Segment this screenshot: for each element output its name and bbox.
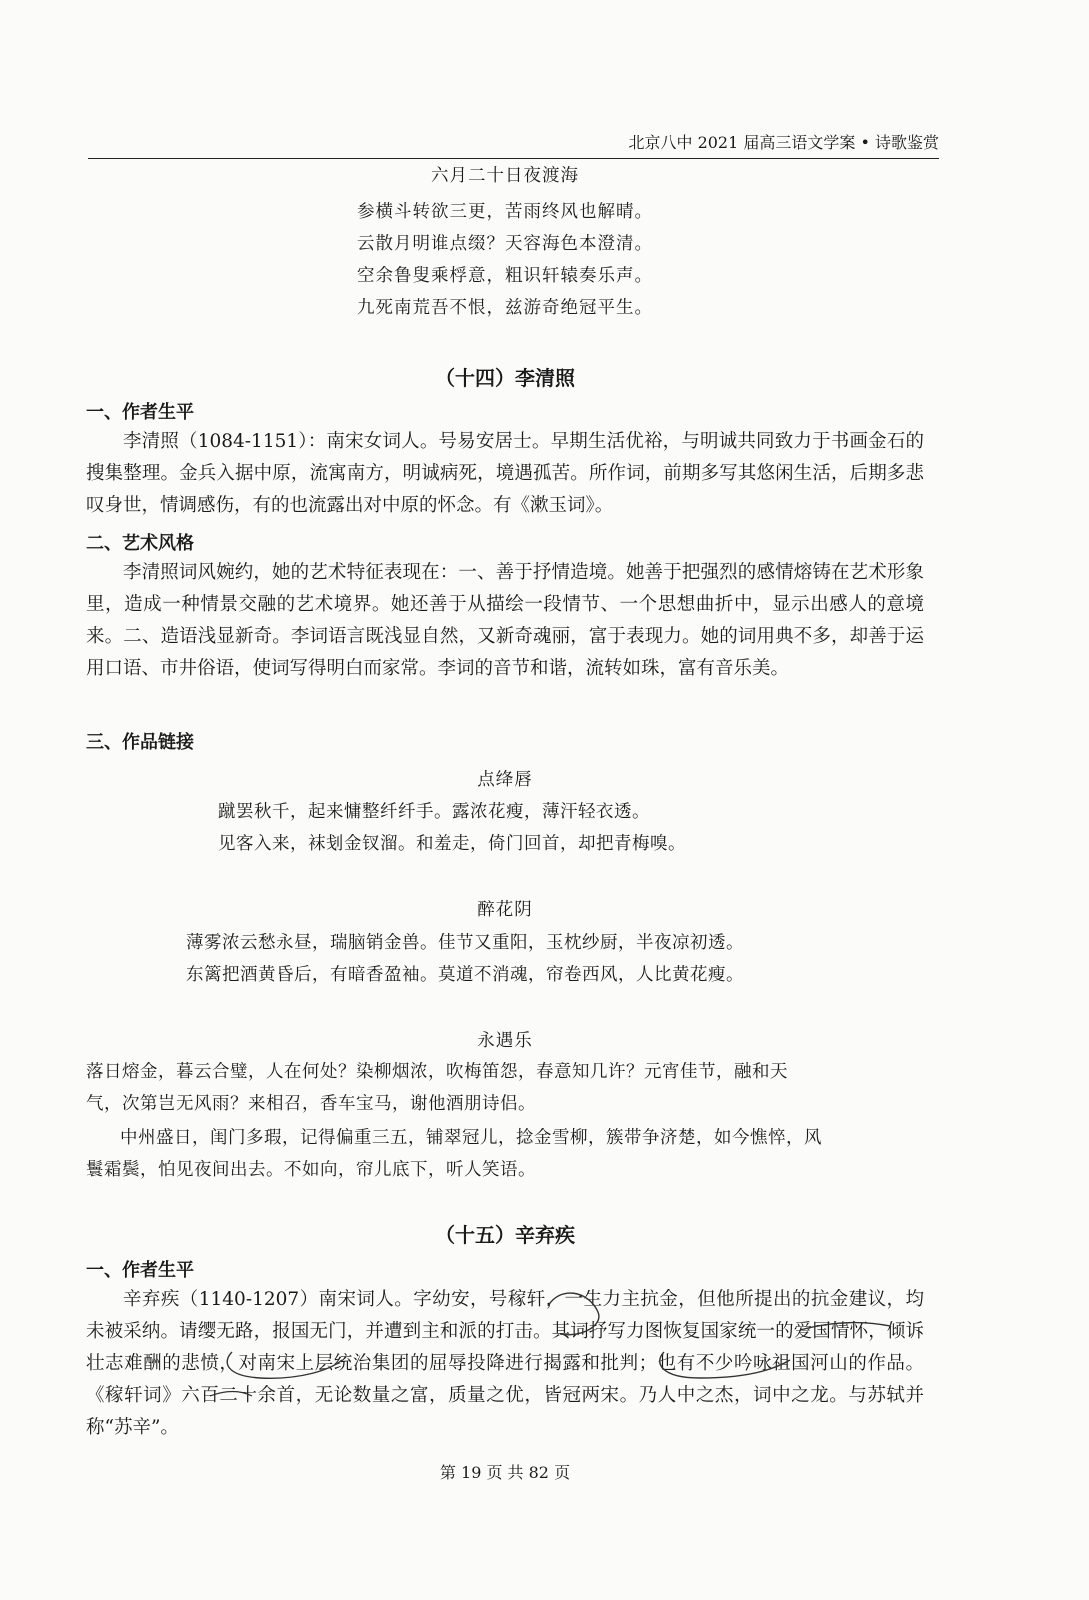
poem-line: 薄雾浓云愁永昼，瑞脑销金兽。佳节又重阳，玉枕纱厨，半夜凉初透。 <box>186 933 744 953</box>
poem-title: 点绛唇 <box>477 770 533 790</box>
poem-line: 九死南荒吾不恨，兹游奇绝冠平生。 <box>357 298 653 318</box>
section-title: （十五）辛弃疾 <box>435 1223 575 1247</box>
poem-title: 醉花阴 <box>477 900 533 920</box>
poem-line: 云散月明谁点缀？天容海色本澄清。 <box>357 234 653 254</box>
poem-line: 落日熔金，暮云合璧，人在何处？染柳烟浓，吹梅笛怨，春意知几许？元宵佳节，融和天 <box>86 1062 788 1082</box>
poem-line: 参横斗转欲三更，苦雨终风也解晴。 <box>357 202 653 222</box>
poem-line: 空余鲁叟乘桴意，粗识轩辕奏乐声。 <box>357 266 653 286</box>
poem-line: 东篱把酒黄昏后，有暗香盈袖。莫道不消魂，帘卷西风，人比黄花瘦。 <box>186 965 744 985</box>
poem-line: 蹴罢秋千，起来慵整纤纤手。露浓花瘦，薄汗轻衣透。 <box>218 802 650 822</box>
poem-title: 永遇乐 <box>477 1031 533 1051</box>
page-footer: 第 19 页 共 82 页 <box>439 1463 571 1482</box>
section-title: （十四）李清照 <box>435 366 575 390</box>
subsection-heading: 三、作品链接 <box>86 732 194 753</box>
paragraph: 李清照（1084-1151）：南宋女词人。号易安居士。早期生活优裕，与明诚共同致力于书画金石的搜集整理。金兵入据中原，流寓南方，明诚病死，境遇孤苦。所作词，前期多写其悠闲生活，后期多悲叹身世，情调感伤，有的也流露出对中原的怀念。有《漱玉词》。 <box>86 431 924 516</box>
subsection-heading: 一、作者生平 <box>86 1260 194 1281</box>
paragraph: 辛弃疾（1140-1207）南宋词人。字幼安，号稼轩，一生力主抗金，但他所提出的抗金建议，均未被采纳。请缨无路，报国无门，并遭到主和派的打击。其词抒写力图恢复国家统一的爱国情怀，倾诉壮志难酬的悲愤，对南宋上层统治集团的屈辱投降进行揭露和批判；也有不少吟咏祖国河山的作品。《稼轩词》六百二十余首，无论数量之富，质量之优，皆冠两宋。乃人中之杰，词中之龙。与苏轼并称“苏辛”。 <box>86 1289 924 1438</box>
page-header: 北京八中 2021 届高三语文学案 • 诗歌鉴赏 <box>88 128 939 159</box>
poem-line: 见客入来，袜刬金钗溜。和羞走，倚门回首，却把青梅嗅。 <box>218 834 686 854</box>
paragraph: 李清照词风婉约，她的艺术特征表现在：一、善于抒情造境。她善于把强烈的感情熔铸在艺术形象里，造成一种情景交融的艺术境界。她还善于从描绘一段情节、一个思想曲折中，显示出感人的意境来。二、造语浅显新奇。李词语言既浅显自然，又新奇魂丽，富于表现力。她的词用典不多，却善于运用口语、市井俗语，使词写得明白而家常。李词的音节和谐，流转如珠，富有音乐美。 <box>86 562 924 679</box>
subsection-heading: 二、艺术风格 <box>86 533 194 554</box>
poem-line: 鬟霜鬓，怕见夜间出去。不如向，帘儿底下，听人笑语。 <box>86 1160 536 1180</box>
poem-line: 气，次第岂无风雨？来相召，香车宝马，谢他酒朋诗侣。 <box>86 1094 536 1114</box>
subsection-heading: 一、作者生平 <box>86 402 194 423</box>
poem-line: 中州盛日，闺门多瑕，记得偏重三五，铺翠冠儿，捻金雪柳，簇带争济楚，如今憔悴，风 <box>120 1128 822 1148</box>
poem-title: 六月二十日夜渡海 <box>431 166 579 186</box>
